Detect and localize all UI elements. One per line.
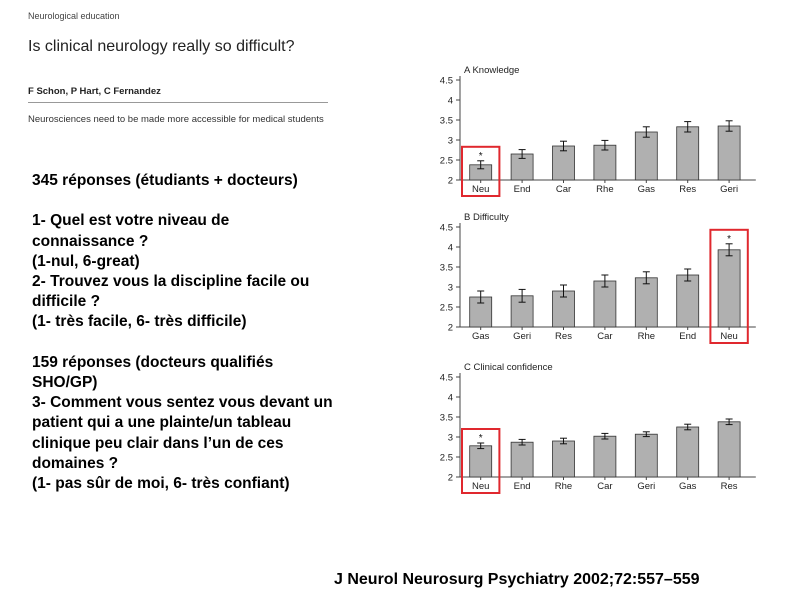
note-line: 345 réponses (étudiants + docteurs) bbox=[32, 172, 298, 189]
bar bbox=[635, 278, 657, 327]
bar bbox=[635, 434, 657, 477]
significance-marker: * bbox=[478, 150, 483, 162]
x-tick-label: Geri bbox=[637, 481, 656, 492]
note-line: (1- pas sûr de moi, 6- très confiant) bbox=[32, 475, 290, 493]
y-tick-label: 2.5 bbox=[439, 155, 453, 167]
y-tick-label: 4.5 bbox=[439, 75, 453, 87]
chart-title: C Clinical confidence bbox=[464, 362, 553, 373]
x-tick-label: Res bbox=[555, 331, 572, 342]
bar bbox=[677, 275, 699, 327]
note-line: connaissance ? bbox=[32, 232, 149, 250]
x-tick-label: End bbox=[513, 481, 531, 492]
x-tick-label: Neu bbox=[471, 184, 490, 195]
y-tick-label: 2.5 bbox=[439, 452, 453, 464]
difficulty-chart bbox=[420, 209, 750, 349]
x-tick-label: Rhe bbox=[596, 184, 614, 195]
x-tick-label: Neu bbox=[720, 331, 738, 342]
note-line: 1- Quel est votre niveau de bbox=[32, 212, 230, 230]
significance-marker: * bbox=[478, 433, 483, 444]
bar bbox=[594, 436, 616, 477]
y-tick-label: 4.5 bbox=[439, 372, 453, 384]
x-tick-label: Car bbox=[597, 481, 613, 492]
note-line: domaines ? bbox=[32, 454, 119, 472]
note-spacer bbox=[32, 191, 397, 211]
article-authors: F Schon, P Hart, C Fernandez bbox=[28, 86, 161, 97]
bar bbox=[511, 442, 533, 477]
significance-marker: * bbox=[727, 233, 732, 245]
y-tick-label: 3.5 bbox=[439, 115, 453, 127]
y-tick-label: 2 bbox=[447, 322, 453, 334]
x-tick-label: Rhe bbox=[554, 481, 573, 492]
x-tick-label: Neu bbox=[471, 481, 490, 492]
x-tick-label: Geri bbox=[720, 184, 739, 195]
note-spacer bbox=[32, 333, 397, 353]
chart-title: A Knowledge bbox=[464, 65, 520, 76]
article-subtitle: Neurosciences need to be made more accessible for medical students bbox=[28, 114, 324, 125]
y-tick-label: 3 bbox=[447, 282, 453, 294]
y-tick-label: 2.5 bbox=[439, 302, 453, 314]
y-tick-label: 3 bbox=[447, 432, 453, 444]
x-tick-label: Gas bbox=[471, 331, 490, 342]
bar bbox=[718, 126, 740, 180]
title-divider bbox=[28, 102, 328, 103]
y-tick-label: 2 bbox=[447, 472, 453, 484]
bar bbox=[718, 422, 740, 477]
citation: J Neurol Neurosurg Psychiatry 2002;72:557–559 bbox=[334, 571, 700, 588]
y-tick-label: 4 bbox=[447, 95, 453, 107]
x-tick-label: Rhe bbox=[637, 331, 656, 342]
x-tick-label: Car bbox=[555, 184, 572, 195]
note-line: clinique peu clair dans l’un de ces bbox=[32, 434, 284, 452]
y-tick-label: 4 bbox=[447, 392, 453, 404]
chart-title: B Difficulty bbox=[464, 212, 509, 223]
bar bbox=[470, 446, 492, 477]
x-tick-label: End bbox=[513, 184, 531, 195]
note-line: difficile ? bbox=[32, 293, 101, 311]
survey-notes bbox=[32, 171, 397, 494]
y-tick-label: 3.5 bbox=[439, 262, 453, 274]
y-tick-label: 2 bbox=[447, 175, 453, 187]
y-tick-label: 3.5 bbox=[439, 412, 453, 424]
note-line: patient qui a une plainte/un tableau bbox=[32, 414, 292, 432]
bar bbox=[553, 441, 575, 477]
bar bbox=[677, 127, 699, 180]
y-tick-label: 4 bbox=[447, 242, 453, 254]
x-tick-label: Gas bbox=[637, 184, 656, 195]
bar bbox=[677, 427, 699, 477]
note-line: (1-nul, 6-great) bbox=[32, 252, 140, 270]
x-tick-label: Car bbox=[597, 331, 613, 342]
note-line: SHO/GP) bbox=[32, 374, 98, 391]
x-tick-label: Res bbox=[679, 184, 697, 195]
y-tick-label: 3 bbox=[447, 135, 453, 147]
article-title: Is clinical neurology really so difficult? bbox=[28, 38, 295, 55]
bar bbox=[594, 281, 616, 327]
x-tick-label: Res bbox=[720, 481, 738, 492]
bar bbox=[635, 132, 657, 180]
bar bbox=[718, 250, 740, 327]
confidence-chart bbox=[420, 359, 750, 494]
section-label: Neurological education bbox=[28, 11, 120, 21]
y-tick-label: 4.5 bbox=[439, 222, 453, 234]
x-tick-label: End bbox=[679, 331, 697, 342]
note-line: 3- Comment vous sentez vous devant un bbox=[32, 394, 333, 412]
note-line: 2- Trouvez vous la discipline facile ou bbox=[32, 273, 310, 290]
note-line: (1- très facile, 6- très difficile) bbox=[32, 313, 247, 331]
knowledge-chart bbox=[420, 62, 750, 197]
x-tick-label: Geri bbox=[513, 331, 532, 342]
note-line: 159 réponses (docteurs qualifiés bbox=[32, 353, 274, 371]
x-tick-label: Gas bbox=[678, 481, 697, 492]
